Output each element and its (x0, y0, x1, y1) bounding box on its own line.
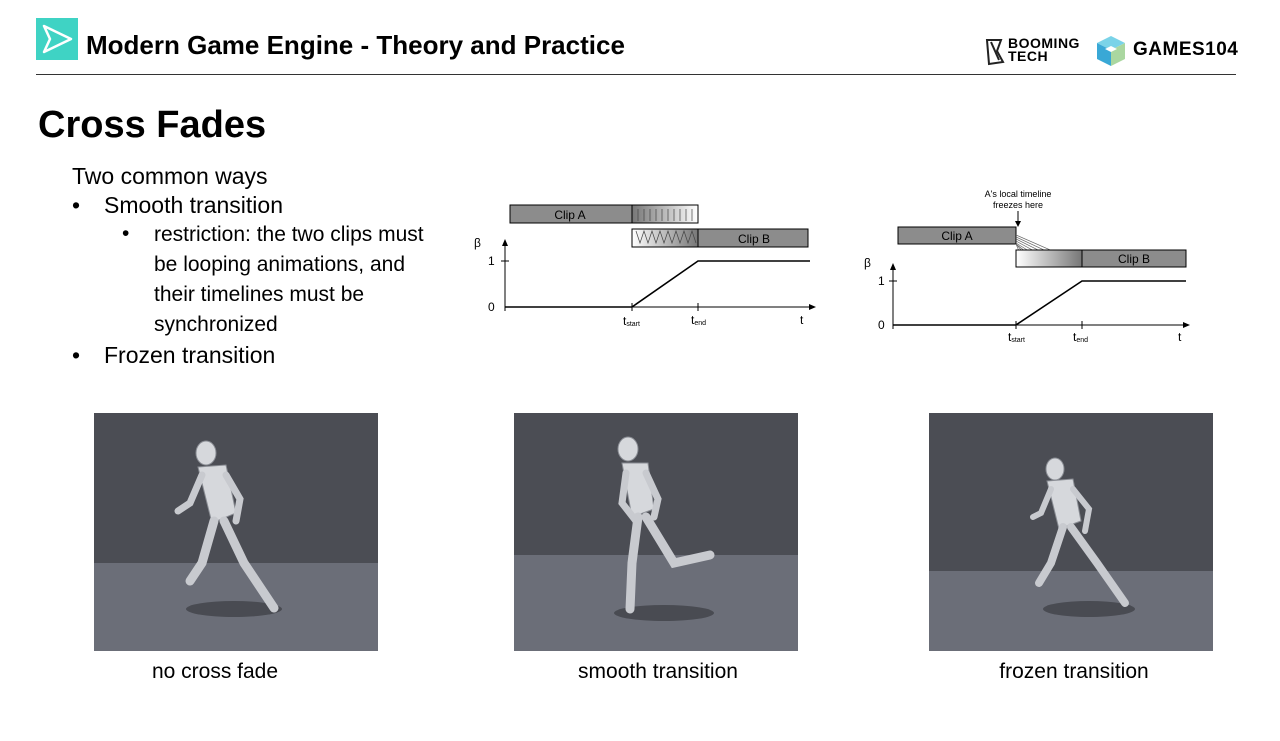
t-end-label: tend (1073, 330, 1089, 344)
clip-b-label: Clip B (1117, 252, 1151, 266)
clip-b-fade (1016, 250, 1082, 267)
intro-text: Two common ways (72, 163, 268, 189)
frozen-transition-image (929, 413, 1213, 651)
header-title: Modern Game Engine - Theory and Practice (86, 30, 625, 60)
caption-frozen-transition: frozen transition (999, 660, 1149, 683)
beta-label: β (474, 236, 481, 250)
clip-a-label: Clip A (941, 229, 973, 243)
header-divider (36, 74, 1236, 75)
sub-bullet-line: their timelines must be (154, 283, 365, 306)
clip-a-label: Clip A (554, 208, 586, 222)
blend-curve (505, 261, 810, 307)
y-zero-label: 0 (878, 318, 885, 332)
smooth-transition-image (514, 413, 798, 651)
no-cross-fade-image (94, 413, 378, 651)
blend-curve (893, 281, 1186, 325)
beta-label: β (864, 256, 871, 270)
caption-no-cross-fade: no cross fade (151, 660, 279, 683)
t-axis-label: t (800, 313, 804, 327)
t-axis-label: t (1178, 330, 1182, 344)
y-one-label: 1 (488, 254, 495, 268)
y-one-label: 1 (878, 274, 885, 288)
sub-bullet-line: restriction: the two clips must (154, 223, 424, 246)
caption-smooth-transition: smooth transition (578, 660, 738, 683)
freeze-note-line1: A's local timeline (984, 189, 1052, 199)
t-start-label: tstart (1008, 330, 1025, 344)
y-zero-label: 0 (488, 300, 495, 314)
booming-tech-text: BOOMING TECH (1008, 35, 1080, 64)
clip-b-label: Clip B (737, 232, 771, 246)
sub-bullet-marker: • (122, 222, 130, 245)
bullet-smooth-transition: Smooth transition (104, 192, 283, 218)
bullet-marker: • (72, 342, 81, 368)
bullet-frozen-transition: Frozen transition (104, 342, 276, 368)
frozen-transition-diagram (860, 185, 1200, 345)
smooth-transition-diagram (470, 195, 820, 335)
bullet-marker: • (72, 192, 81, 218)
games104-cube-icon (1095, 34, 1127, 68)
games104-text: GAMES104 (1133, 39, 1239, 60)
course-logo-icon (36, 18, 78, 60)
clip-a-fade (632, 205, 698, 223)
sub-bullet-line: be looping animations, and (154, 253, 406, 276)
slide-title: Cross Fades (38, 104, 267, 146)
freeze-note-line2: freezes here (992, 200, 1044, 210)
t-end-label: tend (691, 313, 707, 327)
sub-bullet-line: synchronized (154, 313, 278, 336)
t-start-label: tstart (623, 314, 640, 328)
